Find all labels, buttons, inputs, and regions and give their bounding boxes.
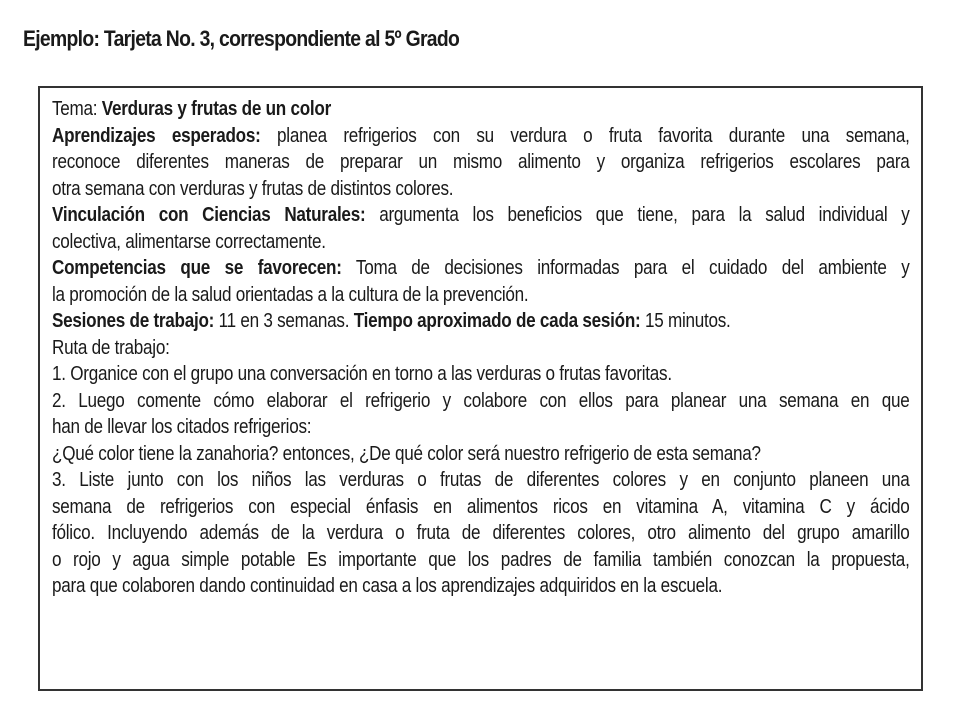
tema-value: Verduras y frutas de un color — [101, 98, 331, 120]
step-3-line-1: 3. Liste junto con los niños las verduras o frutas de diferentes colores y en conjunto planeen una — [52, 469, 910, 491]
step-2-line-2: han de llevar los citados refrigerios: — [52, 416, 312, 438]
competencias-line-2: la promoción de la salud orientadas a la cultura de la prevención. — [52, 283, 529, 306]
ruta-label: Ruta de trabajo: — [52, 336, 170, 359]
tema-label: Tema: — [52, 98, 102, 120]
aprendizajes-line-2: reconoce diferentes maneras de preparar un mismo alimento y organiza refrigerios escolares para — [52, 151, 910, 173]
step-2-line-1: 2. Luego comente cómo elaborar el refrigerio y colabore con ellos para planear una semana en que — [52, 389, 910, 412]
sesiones-label: Sesiones de trabajo: — [52, 310, 215, 332]
aprendizajes-label: Aprendizajes esperados: — [52, 124, 261, 147]
step-1: 1. Organice con el grupo una conversación en torno a las verduras o frutas favoritas. — [52, 363, 672, 385]
aprendizajes-text-1: planea refrigerios con su verdura o fruta favorita durante una semana, — [260, 124, 910, 147]
tema-line — [52, 96, 910, 123]
activity-card — [38, 86, 923, 691]
vinculacion-line-1 — [52, 202, 910, 229]
tiempo-value: 15 minutos. — [640, 310, 731, 332]
step-3-line-2: semana de refrigerios con especial énfasis en alimentos ricos en vitamina A, vitamina C y ácido — [52, 495, 910, 518]
step-3-line-5: para que colaboren dando continuidad en casa a los aprendizajes adquiridos en la escuela. — [52, 575, 723, 597]
competencias-label: Competencias que se favorecen: — [52, 257, 342, 279]
step-3-line-4: o rojo y agua simple potable Es importante que los padres de familia también conozcan la propuesta, — [52, 548, 910, 571]
vinculacion-label: Vinculación con Ciencias Naturales: — [52, 204, 366, 226]
step-2-question: ¿Qué color tiene la zanahoria? entonces, ¿De qué color será nuestro refrigerio de esta semana? — [52, 442, 761, 465]
competencias-line-1 — [52, 255, 910, 282]
tiempo-label: Tiempo aproximado de cada sesión: — [353, 310, 641, 332]
aprendizajes-line-3: otra semana con verduras y frutas de distintos colores. — [52, 177, 454, 200]
sesiones-value: 11 en 3 semanas. — [214, 310, 354, 332]
page-title: Ejemplo: Tarjeta No. 3, correspondiente al 5º Grado — [23, 26, 460, 51]
card-content — [52, 96, 910, 600]
vinculacion-text-1: argumenta los beneficios que tiene, para la salud individual y — [365, 204, 910, 226]
sesiones-line — [52, 308, 910, 335]
aprendizajes-line-1 — [52, 123, 910, 150]
competencias-text-1: Toma de decisiones informadas para el cuidado del ambiente y — [341, 257, 910, 279]
vinculacion-line-2: colectiva, alimentarse correctamente. — [52, 230, 326, 253]
step-3-line-3: fólico. Incluyendo además de la verdura o fruta de diferentes colores, otro alimento del grupo amarillo — [52, 522, 910, 544]
